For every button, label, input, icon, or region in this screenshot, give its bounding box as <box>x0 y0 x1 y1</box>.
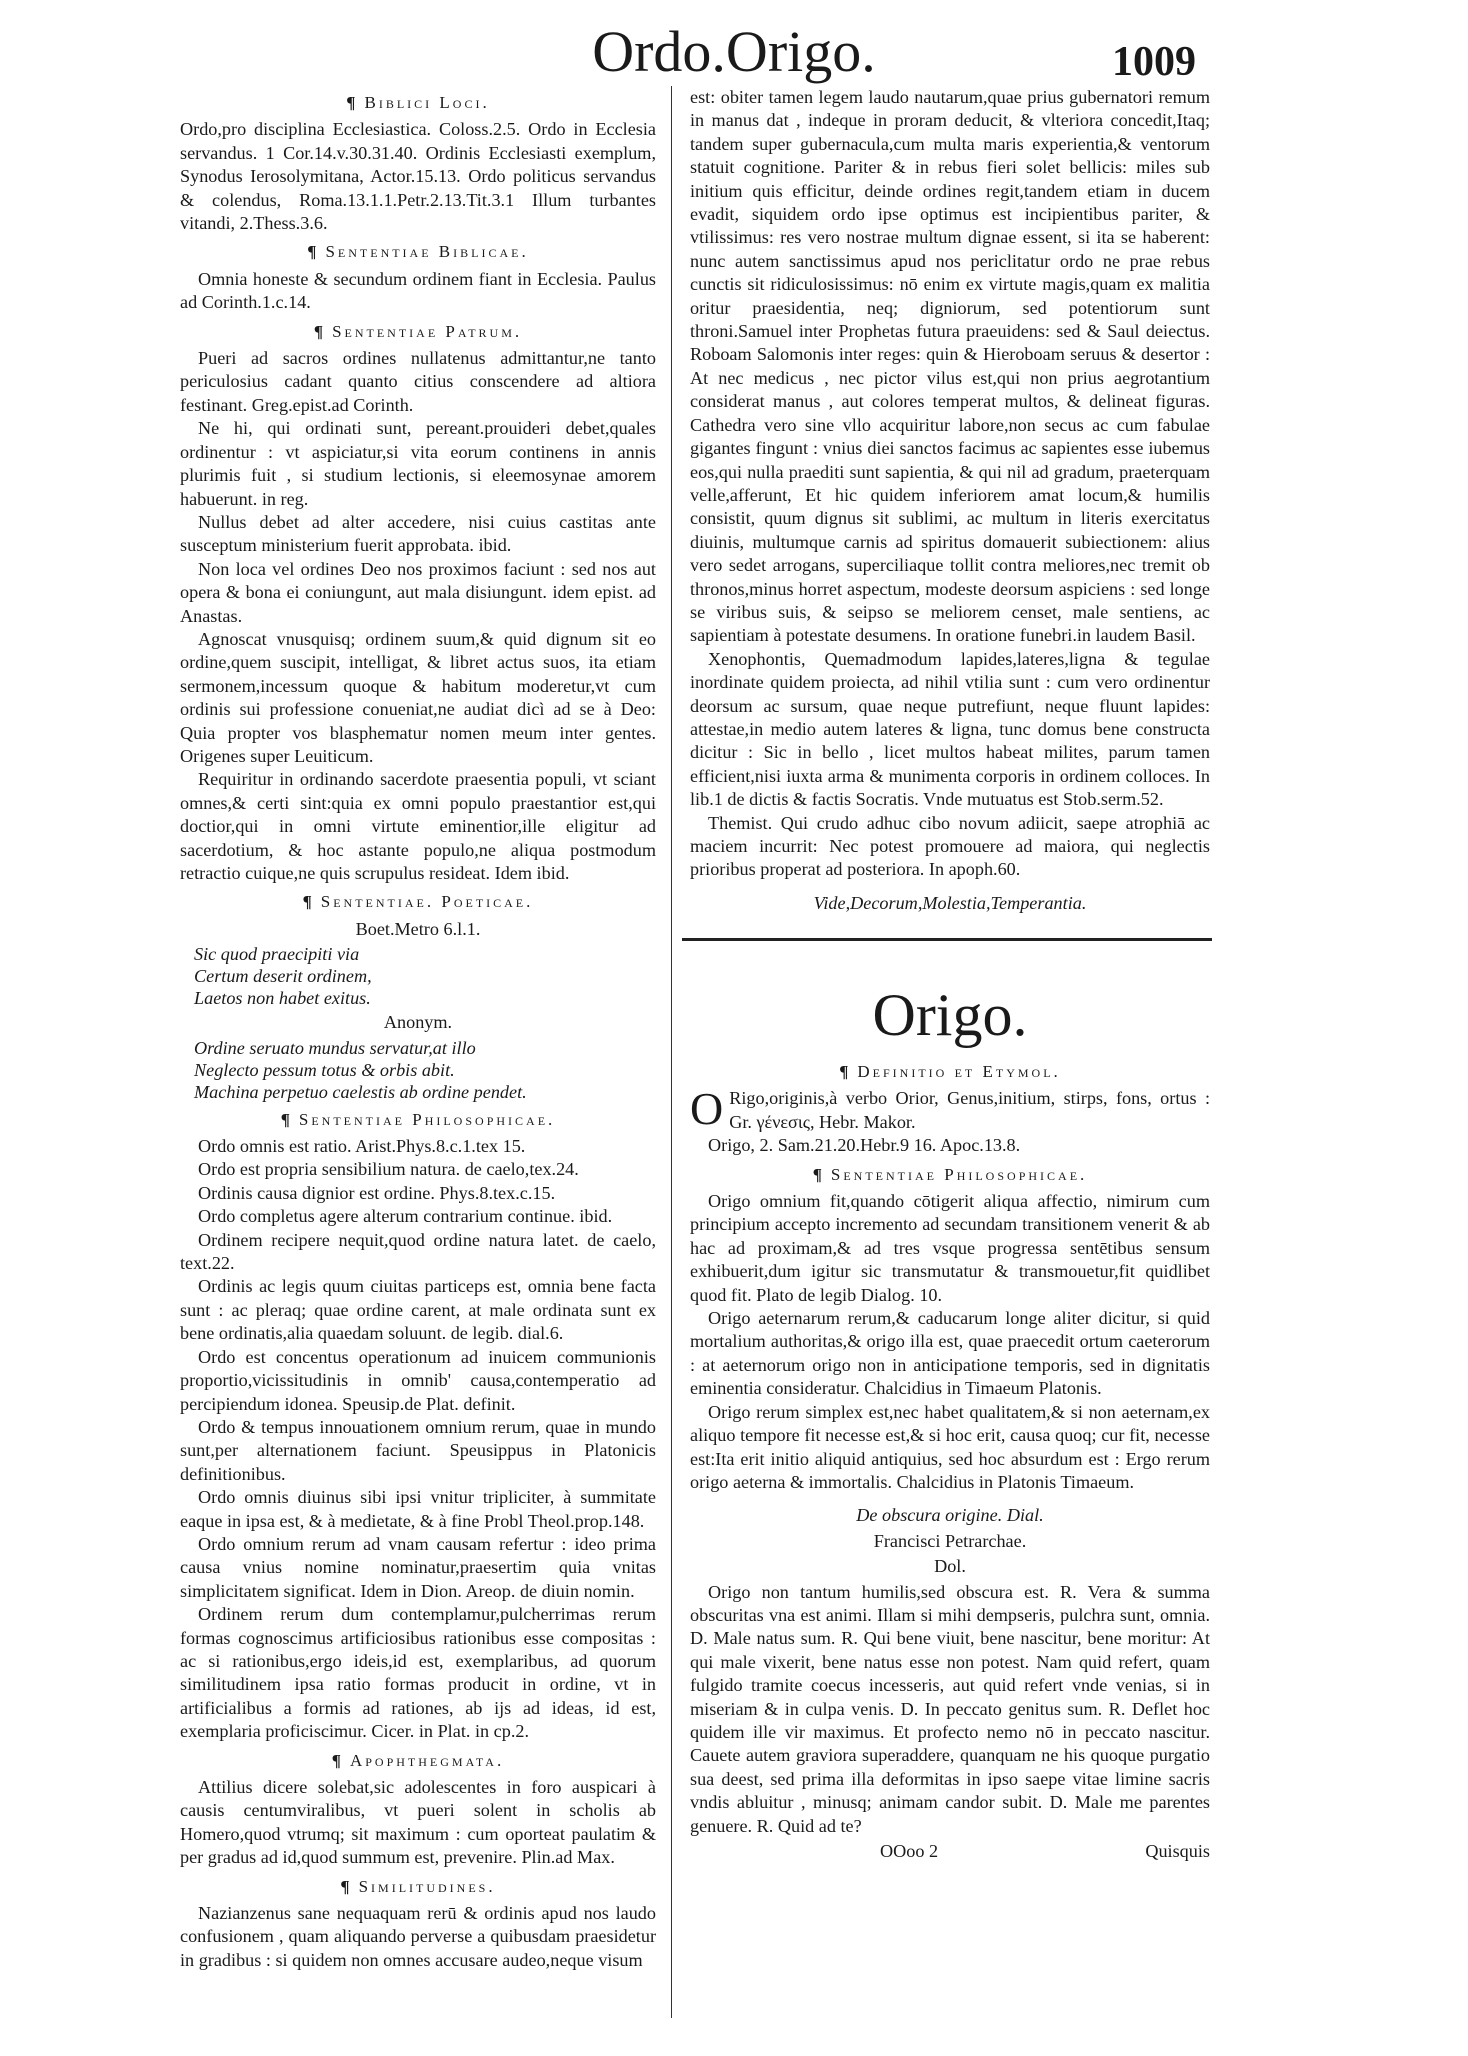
paragraph: Ordinis ac legis quum ciuitas particeps est, omnia bene facta sunt : ac pleraq; quae ordine carent, at male ordinata sunt ex bene ordinatis,alia quaedam soluunt. de legib. dial.6. <box>180 1276 656 1344</box>
entry-title: Origo. <box>872 982 1028 1048</box>
poem-line: Sic quod praecipiti via <box>194 944 360 965</box>
paragraph: Ordo est concentus operationum ad inuicem communionis proportio,vicissitudinis in omnib' causa,contemperatio ad percipiendum idonea. Speusip.de Plat. definit. <box>180 1346 656 1414</box>
paragraph: Ordo omnis diuinus sibi ipsi vnitur tripliciter, à summitate eaque in ipsa est, & à medietate, & à fine Probl Theol.prop.148. <box>180 1487 656 1531</box>
page-number: 1009 <box>1112 39 1196 85</box>
pilcrow-icon: ¶ <box>340 1876 353 1896</box>
page-footer <box>690 1840 1210 1863</box>
paragraph: Attilius dicere solebat,sic adolescentes in foro auspicari à causis centumviralibus, vt pueri solent in scholis ab Homero,quod vtrumq; sit maximum : cum oporteat paulatim & per gradus ad id,quod summum est, prevenire. Plin.ad Max. <box>180 1777 656 1868</box>
paragraph: Ordo completus agere alterum contrarium continue. ibid. <box>198 1206 613 1227</box>
left-column <box>180 86 656 1972</box>
paragraph: Ordo & tempus innouationem omnium rerum, quae in mundo sunt,per alternationem faciunt. Speusippus in Platonicis definitionibus. <box>180 1416 656 1484</box>
paragraph: Pueri ad sacros ordines nullatenus admittantur,ne tanto periculosius cadant quanto citius conscendere ad altiora festinant. Greg.epist.ad Corinth. <box>180 348 656 415</box>
paragraph: O Rigo,originis,à verbo Orior, Genus,initium, stirps, fons, ortus : Gr. γένεσις, Hebr. Makor. <box>690 1083 1210 1135</box>
dialogue-title: De obscura origine. Dial. <box>856 1505 1044 1526</box>
paragraph: Origo aeternarum rerum,& caducarum longe aliter dicitur, si quid mortalium authoritas,& origo illa est, quae praecedit ortum caeterorum : at aeternorum origo non in anticipatione temporis, sed in dignitatis eminentia consideratur. Chalcidius in Timaeum Platonis. <box>690 1308 1210 1399</box>
paragraph: Ordo est propria sensibilium natura. de caelo,tex.24. <box>198 1159 579 1180</box>
section-heading: ¶ Biblici Loci. <box>346 93 490 112</box>
poem-line: Laetos non habet exitus. <box>194 988 371 1009</box>
catchword: Quisquis <box>1145 1841 1210 1861</box>
section-heading: ¶ Sententiae Biblicae. <box>307 242 529 262</box>
pilcrow-icon: ¶ <box>331 1750 344 1770</box>
pilcrow-icon: ¶ <box>346 93 359 112</box>
section-heading: ¶ Similitudines. <box>340 1876 496 1896</box>
poem-line: Neglecto pessum totus & orbis abit. <box>194 1059 455 1080</box>
paragraph: est: obiter tamen legem laudo nautarum,quae prius gubernatori remum in manus dat , indeque in proram deducit, & vlteriora concedit,Itaq; tandem super gubernacula,cum multa maris experientia,& ventorum statuit cognitione. Pariter & in rebus fieri solet bellicis: miles sub initium quis efficitur, deinde ordines regit,tandem etiam in ducem evadit, siquidem ordo ipse optimus est incipientibus pariter, & vtilissimus: res vero nostrae multum dignae essent, si ita se haberent: nunc autem sanctissimus apud nos periclitatur ordo ne prae rebus cunctis sit ridiculosissimus: nō enim ex virtute magis,quam ex malitia oritur praesidentia, neq; digniorum, sed potentiorum sunt throni.Samuel inter Prophetas futura praeuidens: sed & Saul deiectus. Roboam Salomonis inter reges: quin & Hieroboam seruus & desertor : At nec medicus , nec pictor vilus est,qui non prius aegrotantium considerat manus , aut colores temperat multos, & delineat figuras. Cathedra vero sine vllo acquiritur labore,non secus ac cum fabulae gigantes fingunt : vnius diei sanctos facimus ac sapientes esse iubemus eos,qui nulla praediti sunt sapientia, & qui nil ad gradum, praeterquam velle,afferunt, Et hic quidem inferiorem amat locum,& humilis consistit, quum dignus sit sublimi, ac multum in literis exercitatus diuinis, multumque carnis ad spiritus domauerit subiectionem: alius vero sedet arrogans, superciliaque tollit contra meliores,nec tremit ob thronos,minus horret aspectum, modeste deorsum aspiciens : sed longe se viribus suis, & seipso se meliorem censet, male sentiens, ac sapientiam à potestate desumens. In oratione funebri.in laudem Basil. <box>690 87 1210 646</box>
pilcrow-icon: ¶ <box>839 1062 852 1081</box>
poem-line: Machina perpetuo caelestis ab ordine pendet. <box>194 1081 527 1102</box>
pilcrow-icon: ¶ <box>812 1164 825 1184</box>
pilcrow-icon: ¶ <box>307 242 320 262</box>
paragraph: Origo, 2. Sam.21.20.Hebr.9 16. Apoc.13.8. <box>708 1135 1021 1156</box>
paragraph: Nullus debet ad alter accedere, nisi cuius castitas ante susceptum ministerium fuerit approbata. ibid. <box>180 511 656 556</box>
paragraph: Agnoscat vnusquisq; ordinem suum,& quid dignum sit eo ordine,quem suscipit, intelligat, & libret actus suos, ita etiam sermonem,incessum quoque & habitum moderetur,vt cum ordinis sui professione conueniat,ne audiat dicì ad se à Deo: Quia propter vos blasphematur nomen meum inter gentes. Origenes super Leuiticum. <box>180 628 656 766</box>
signature-mark: OOoo 2 <box>880 1841 939 1861</box>
paragraph: Ordinem recipere nequit,quod ordine natura latet. de caelo, text.22. <box>180 1229 656 1274</box>
paragraph: Origo rerum simplex est,nec habet qualitatem,& si non aeternam,ex aliquo tempore fit necesse est,& si hoc erit, causa quoq; cur fit, necesse est:Ita erit initio aliquid antiquius, sed hoc absurdum est : Ergo rerum origo aeterna & immortalis. Chalcidius in Platonis Timaeum. <box>690 1401 1210 1492</box>
pilcrow-icon: ¶ <box>313 321 327 341</box>
paragraph: Nazianzenus sane nequaquam rerū & ordinis apud nos laudo confusionem , quam aliquando perverse a quibusdam praesidetur in gradibus : si quidem non omnes accusare audeo,neque visum <box>180 1903 656 1970</box>
poet-attribution: Boet.Metro 6.l.1. <box>355 918 481 939</box>
paragraph: Origo omnium fit,quando cōtigerit aliqua affectio, nimirum cum principium accepto incremento ad secundam transitionem venerit & ab hac ad proximam,& ad tres vsque progressa sentētibus sensum exhibuerit,dum igitur sic transmutatur & transmouetur,fit quidlibet quod fit. Plato de legib Dialog. 10. <box>690 1191 1210 1305</box>
section-heading: ¶ Sententiae. Poeticae. <box>302 892 534 912</box>
section-heading: ¶ Sententiae Patrum. <box>313 321 523 341</box>
poet-attribution: Anonym. <box>383 1012 453 1033</box>
speaker-label: Dol. <box>934 1556 966 1577</box>
section-heading: ¶ Sententiae Philosophicae. <box>812 1164 1088 1184</box>
paragraph: Origo non tantum humilis,sed obscura est. R. Vera & summa obscuritas vna est animi. Illam si mihi dempseris, pulchra sunt, omnia. D. Male natus sum. R. Qui bene viuit, bene nascitur, bene moritur: At qui male vixerit, bene natus esse non potest. Nam quid refert, quam fulgido tramite coecus incesseris, aut quid refert vnde venias, si in miseriam & in culpa venis. D. In peccato genitus sum. R. Deflet hoc quidem ille vir maximus. Et profecto nemo nō in peccato nascitur. Cauete autem graviora superaddere, quanquam ne his quoque purgatio sua deest, sed prima illa deformitas in ipso saepe vitae limine sacris vndis abluitur , minusq; animam candor subit. D. Male me parentes genuere. R. Quid ad te? <box>690 1581 1210 1836</box>
poem-line: Certum deserit ordinem, <box>194 966 372 987</box>
paragraph: Requiritur in ordinando sacerdote praesentia populi, vt sciant omnes,& certi sint:quia ex omni populo praestantior est,qui doctior,qui in omni virtute eminentior,ille eligitur ad sacerdotium, & hoc astante populo,ne aliqua postmodum retractio cuique,ne quis scrupulus resideat. Idem ibid. <box>180 769 656 883</box>
running-head: Ordo.Origo. <box>592 19 876 84</box>
section-heading: ¶ Apophthegmata. <box>331 1750 505 1770</box>
paragraph: Ordinem rerum dum contemplamur,pulcherrimas rerum formas cognoscimus artificiosibus rationibus esse compositas : ac si rationibus,ergo ideis,id est, exemplaribus, ad quorum similitudinem ipsa ratio formas producit in ordine, vt in artificialibus a formis ad rationes, ab ijs ad ideas, id est, exemplaria proficiscimur. Cicer. in Plat. in cp.2. <box>180 1604 656 1742</box>
paragraph: Non loca vel ordines Deo nos proximos faciunt : sed nos aut opera & bona ei coniungunt, aut mala disiungunt. idem epist. ad Anastas. <box>180 558 656 626</box>
paragraph: Themist. Qui crudo adhuc cibo novum adiicit, saepe atrophiā ac maciem incurrit: Nec potest promouere ad maiora, qui neglectis prioribus properat ad posteriora. In apoph.60. <box>690 812 1210 880</box>
paragraph: Omnia honeste & secundum ordinem fiant in Ecclesia. Paulus ad Corinth.1.c.14. <box>180 268 656 313</box>
right-column-origo <box>690 950 1210 1863</box>
paragraph: Xenophontis, Quemadmodum lapides,lateres,ligna & tegulae inordinate quidem proiecta, ad nihil vtilia sunt : cum vero ordinentur deorsum ac sursum, quae neque putrefiunt, neque fluunt lapides: attestae,in medio autem lateres & ligna, tunc domus bene constructa dicitur : Sic in bello , licet multos habeat milites, parum tamen efficient,nisi iuxta arma & munimenta corporis in ordinem colloces. In lib.1 de dictis & factis Socratis. Vnde mutuatus est Stob.serm.52. <box>690 648 1210 810</box>
paragraph: Ordo,pro disciplina Ecclesiastica. Coloss.2.5. Ordo in Ecclesia servandus. 1 Cor.14.v.30.31.40. Ordinis Ecclesiasti exemplum, Synodus Ierosolymitana, Actor.15.13. Ordo politicus servandus & colendus, Roma.13.1.1.Petr.2.13.Tit.3.1 Illum turbantes vitandi, 2.Thess.3.6. <box>180 119 656 234</box>
section-heading: ¶ Definitio et Etymol. <box>839 1062 1061 1081</box>
pilcrow-icon: ¶ <box>280 1109 293 1129</box>
right-column <box>690 86 1210 917</box>
poem-line: Ordine seruato mundus servatur,at illo <box>194 1037 476 1058</box>
paragraph: Ordo omnis est ratio. Arist.Phys.8.c.1.tex 15. <box>198 1136 526 1157</box>
drop-cap: O <box>690 1083 724 1135</box>
paragraph: Ordo omnium rerum ad vnam causam refertur : ideo prima causa vnius nomine nominatur,praesertim quia vnitas simplicitatem significat. Idem in Dion. Areop. de diuin nomin. <box>180 1533 656 1601</box>
paragraph: Ordinis causa dignior est ordine. Phys.8.tex.c.15. <box>198 1182 556 1203</box>
section-heading: ¶ Sententiae Philosophicae. <box>280 1109 556 1129</box>
pilcrow-icon: ¶ <box>302 892 315 912</box>
paragraph: Ne hi, qui ordinati sunt, pereant.prouideri debet,quales ordinentur : vt aspiciatur,si vita eorum continens in annis plurimis fuit , si studium lectionis, si eleemosynae amorem habuerunt. in reg. <box>180 418 656 509</box>
cross-reference: Vide,Decorum,Molestia,Temperantia. <box>813 892 1087 913</box>
dialogue-author: Francisci Petrarchae. <box>873 1530 1027 1551</box>
section-divider <box>682 938 1212 941</box>
column-rule <box>671 86 672 2018</box>
